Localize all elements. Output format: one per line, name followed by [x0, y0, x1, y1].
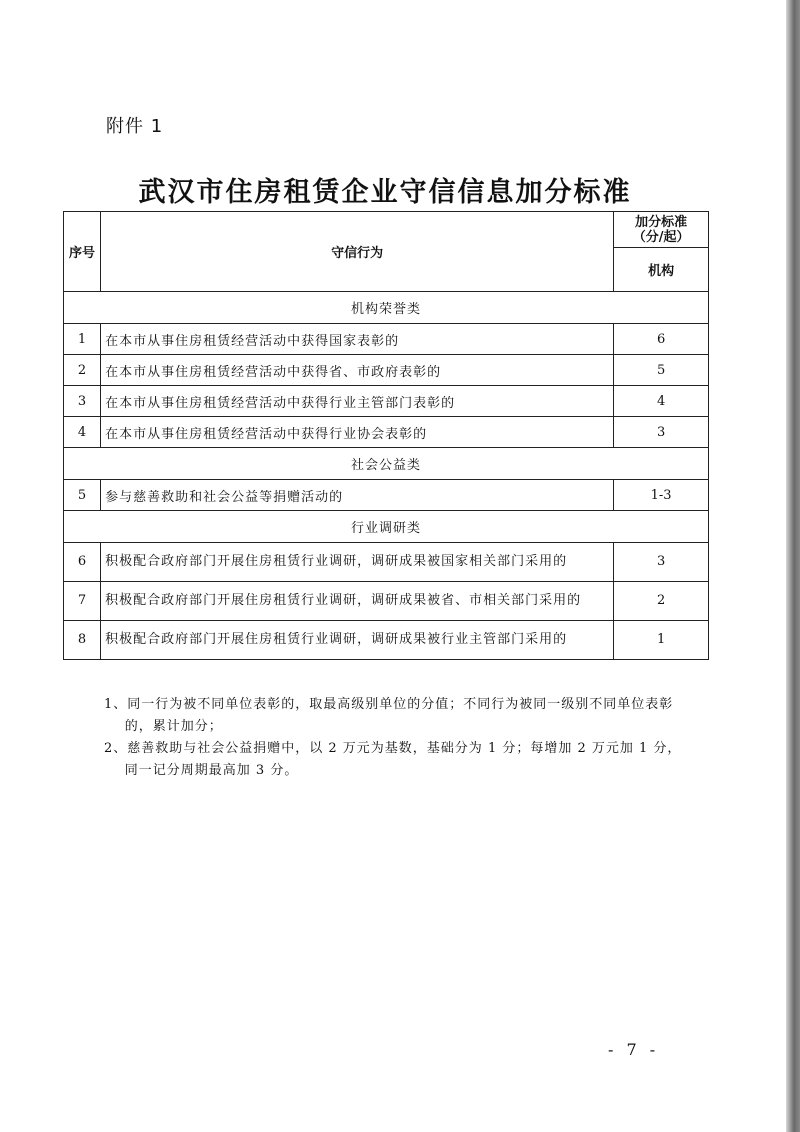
- table-row: [64, 386, 709, 417]
- category-row: 行业调研类: [64, 511, 709, 543]
- table-row: [64, 543, 709, 582]
- category-row: 社会公益类: [64, 448, 709, 480]
- row-seq: 5: [64, 480, 101, 511]
- row-score: 2: [614, 582, 709, 621]
- row-score: 5: [614, 355, 709, 386]
- table-row: [64, 480, 709, 511]
- scan-edge: [786, 0, 800, 1132]
- row-score: 1: [614, 621, 709, 660]
- row-score: 1-3: [614, 480, 709, 511]
- table-row: [64, 355, 709, 386]
- header-behavior: 守信行为: [101, 212, 614, 292]
- row-seq: 4: [64, 417, 101, 448]
- table-row: [64, 417, 709, 448]
- row-score: 6: [614, 324, 709, 355]
- table-row: [64, 324, 709, 355]
- row-behavior: 在本市从事住房租赁经营活动中获得国家表彰的: [101, 324, 614, 355]
- row-behavior: 参与慈善救助和社会公益等捐赠活动的: [101, 480, 614, 511]
- row-behavior: 积极配合政府部门开展住房租赁行业调研，调研成果被省、市相关部门采用的: [101, 582, 614, 621]
- row-seq: 8: [64, 621, 101, 660]
- header-score-line1: 加分标准: [635, 214, 688, 230]
- row-behavior: 在本市从事住房租赁经营活动中获得行业主管部门表彰的: [101, 386, 614, 417]
- row-behavior: 积极配合政府部门开展住房租赁行业调研，调研成果被行业主管部门采用的: [101, 621, 614, 660]
- header-seq: 序号: [64, 212, 101, 292]
- header-score-line2: （分/起）: [632, 229, 690, 245]
- table-row: [64, 621, 709, 660]
- row-behavior: 在本市从事住房租赁经营活动中获得行业协会表彰的: [101, 417, 614, 448]
- header-score-sub: 机构: [614, 248, 709, 292]
- row-seq: 1: [64, 324, 101, 355]
- row-score: 4: [614, 386, 709, 417]
- header-score-standard: [614, 212, 709, 248]
- row-score: 3: [614, 417, 709, 448]
- row-seq: 7: [64, 582, 101, 621]
- note-item: 2、慈善救助与社会公益捐赠中，以 2 万元为基数，基础分为 1 分；每增加 2 万元加 1 分，同一记分周期最高加 3 分。: [104, 741, 682, 778]
- row-seq: 6: [64, 543, 101, 582]
- attachment-label: 附件 1: [106, 116, 164, 137]
- category-row: 机构荣誉类: [64, 292, 709, 324]
- row-behavior: 在本市从事住房租赁经营活动中获得省、市政府表彰的: [101, 355, 614, 386]
- row-behavior: 积极配合政府部门开展住房租赁行业调研，调研成果被国家相关部门采用的: [101, 543, 614, 582]
- note-item: 1、同一行为被不同单位表彰的，取最高级别单位的分值；不同行为被同一级别不同单位表彰的，累计加分；: [104, 697, 674, 734]
- notes: [104, 694, 684, 782]
- page-number: - 7 -: [608, 1040, 660, 1059]
- row-seq: 2: [64, 355, 101, 386]
- table-row: [64, 582, 709, 621]
- document-title: 武汉市住房租赁企业守信信息加分标准: [138, 177, 632, 208]
- row-seq: 3: [64, 386, 101, 417]
- row-score: 3: [614, 543, 709, 582]
- score-standard-table: [63, 211, 709, 660]
